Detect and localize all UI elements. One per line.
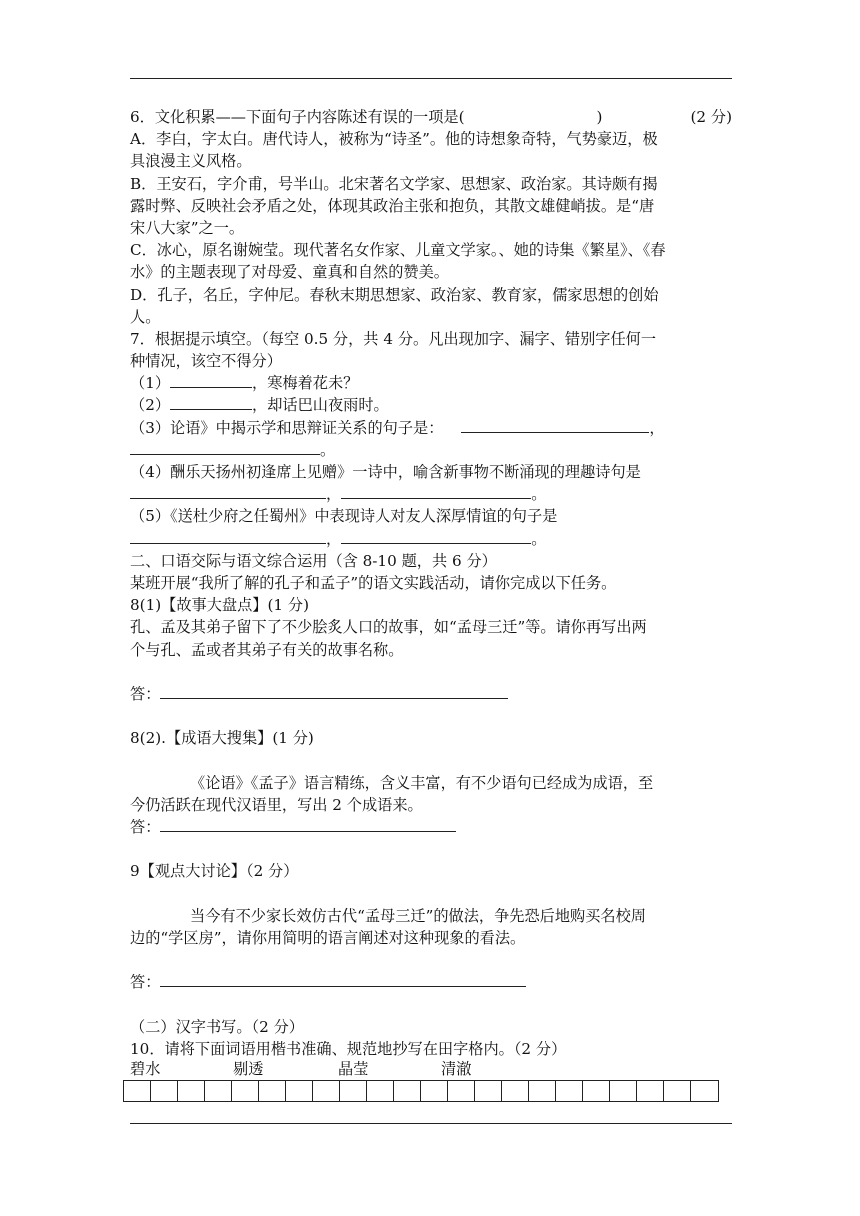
q7-1-text: ，寒梅着花未？ bbox=[252, 374, 359, 393]
grid-cell[interactable] bbox=[124, 1081, 151, 1101]
grid-cell[interactable] bbox=[529, 1081, 556, 1101]
q7-item-3 bbox=[130, 417, 732, 439]
q8-1-title: 8(1)【故事大盘点】(1 分) bbox=[130, 596, 310, 615]
grid-cell[interactable] bbox=[448, 1081, 475, 1101]
grid-cell[interactable] bbox=[502, 1081, 529, 1101]
grid-cell[interactable] bbox=[637, 1081, 664, 1101]
q7-3-blank-1[interactable] bbox=[461, 417, 649, 433]
q7-4-blank-2[interactable] bbox=[341, 483, 531, 499]
q7-5-blank-2[interactable] bbox=[341, 528, 531, 544]
q6-paren: ) bbox=[596, 108, 603, 126]
q8-2-title: 8(2).【成语大搜集】(1 分) bbox=[130, 729, 314, 748]
q7-3-blank-2[interactable] bbox=[130, 439, 320, 455]
answer-label: 答： bbox=[130, 818, 161, 836]
q6-option-a: A．李白，字太白。唐代诗人，被称为“诗圣”。他的诗想象奇特，气势豪迈，极 bbox=[130, 130, 658, 149]
q7-3-period: 。 bbox=[320, 440, 336, 459]
grid-cell[interactable] bbox=[556, 1081, 583, 1101]
tianzige-grid[interactable] bbox=[123, 1080, 719, 1102]
q8-2-answer bbox=[130, 816, 732, 838]
grid-cell[interactable] bbox=[583, 1081, 610, 1101]
q7-item-5: （5）《送杜少府之任蜀州》中表现诗人对友人深厚情谊的句子是 bbox=[130, 507, 558, 526]
q9-line-2: 边的“学区房”，请你用简明的语言阐述对这种现象的看法。 bbox=[130, 928, 526, 947]
q10-stem: 10．请将下面词语用楷书准确、规范地抄写在田字格内。（2 分） bbox=[130, 1039, 567, 1058]
grid-cell[interactable] bbox=[232, 1081, 259, 1101]
q7-5-blank-1[interactable] bbox=[130, 528, 326, 544]
q6-option-c-cont: 水》的主题表现了对母爱、童真和自然的赞美。 bbox=[130, 263, 449, 282]
q9-answer bbox=[130, 971, 732, 993]
grid-cell[interactable] bbox=[340, 1081, 367, 1101]
grid-cell[interactable] bbox=[286, 1081, 313, 1101]
q8-2-answer-blank[interactable] bbox=[160, 816, 456, 832]
q6-score: (2 分) bbox=[690, 108, 732, 126]
q7-2-label: （2） bbox=[130, 396, 171, 415]
q6-option-b-cont: 露时弊、反映社会矛盾之处，体现其政治主张和抱负，其散文雄健峭拔。是“唐 bbox=[130, 196, 655, 215]
q7-stem: 7．根据提示填空。（每空 0.5 分，共 4 分。凡出现加字、漏字、错别字任何一 bbox=[130, 329, 657, 348]
q6-option-b-cont2: 宋八大家”之一。 bbox=[130, 218, 245, 237]
q10-word-1: 碧水 bbox=[130, 1060, 161, 1078]
q7-3-comma: ， bbox=[649, 418, 665, 437]
q7-1-blank[interactable] bbox=[170, 372, 252, 388]
q8-2-line-2: 今仍活跃在现代汉语里，写出 2 个成语来。 bbox=[130, 795, 423, 814]
grid-cell[interactable] bbox=[394, 1081, 421, 1101]
answer-label: 答： bbox=[130, 684, 161, 703]
q10-word-4: 清澈 bbox=[441, 1060, 472, 1078]
q9-answer-blank[interactable] bbox=[160, 971, 526, 987]
q7-5-period: 。 bbox=[531, 529, 547, 548]
grid-cell[interactable] bbox=[178, 1081, 205, 1101]
grid-cell[interactable] bbox=[664, 1081, 691, 1101]
q8-2-line-1: 《论语》《孟子》语言精练，含义丰富，有不少语句已经成为成语，至 bbox=[190, 773, 654, 792]
q10-word-2: 剔透 bbox=[233, 1060, 264, 1078]
q6-option-c: C．冰心，原名谢婉莹。现代著名女作家、儿童文学家。、她的诗集《繁星》、《春 bbox=[130, 241, 666, 260]
q7-5-comma: ， bbox=[326, 529, 342, 548]
q9-title: 9【观点大讨论】（2 分） bbox=[130, 862, 299, 881]
q10-word-3: 晶莹 bbox=[338, 1060, 369, 1078]
q7-item-3-cont bbox=[130, 439, 732, 461]
q7-item-1 bbox=[130, 372, 732, 394]
q7-3-text: （3）论语》中揭示学和思辩证关系的句子是： bbox=[130, 418, 444, 437]
section-2-title: 二、口语交际与语文综合运用（含 8-10 题，共 6 分） bbox=[130, 551, 497, 570]
answer-label: 答： bbox=[130, 973, 161, 992]
q8-1-answer-blank[interactable] bbox=[160, 683, 508, 699]
section-2-intro: 某班开展“我所了解的孔子和孟子”的语文实践活动，请你完成以下任务。 bbox=[130, 573, 617, 592]
q7-item-2 bbox=[130, 394, 732, 416]
q7-4-period: 。 bbox=[531, 485, 547, 504]
q6-option-d: D．孔子，名丘，字仲尼。春秋末期思想家、政治家、教育家，儒家思想的创始 bbox=[130, 285, 659, 304]
q7-item-5-blanks bbox=[130, 528, 732, 550]
q6-option-d-cont: 人。 bbox=[130, 307, 161, 326]
exam-content bbox=[130, 106, 732, 1060]
q7-item-4-blanks bbox=[130, 483, 732, 505]
q7-stem-cont: 种情况，该空不得分） bbox=[130, 352, 282, 371]
grid-cell[interactable] bbox=[475, 1081, 502, 1101]
q6-option-a-cont: 具浪漫主义风格。 bbox=[130, 152, 252, 171]
header-rule bbox=[130, 78, 732, 79]
footer-rule bbox=[130, 1123, 732, 1124]
q6-stem bbox=[130, 106, 732, 128]
q7-1-label: （1） bbox=[130, 374, 171, 393]
grid-cell[interactable] bbox=[691, 1081, 718, 1101]
grid-cell[interactable] bbox=[367, 1081, 394, 1101]
q8-1-answer bbox=[130, 683, 732, 705]
q7-4-blank-1[interactable] bbox=[130, 483, 326, 499]
q7-2-blank[interactable] bbox=[170, 394, 252, 410]
grid-cell[interactable] bbox=[313, 1081, 340, 1101]
q6-stem-text: 6．文化积累——下面句子内容陈述有误的一项是( bbox=[130, 108, 465, 126]
q7-4-comma: ， bbox=[326, 485, 342, 504]
q6-option-b: B．王安石，字介甫，号半山。北宋著名文学家、思想家、政治家。其诗颇有揭 bbox=[130, 174, 658, 193]
grid-cell[interactable] bbox=[259, 1081, 286, 1101]
section-b-title: （二）汉字书写。（2 分） bbox=[130, 1017, 304, 1036]
q7-item-4: （4）酬乐天扬州初逢席上见赠》一诗中，喻含新事物不断涌现的理趣诗句是 bbox=[130, 463, 641, 481]
q9-line-1: 当今有不少家长效仿古代“孟母三迁”的做法，争先恐后地购买名校周 bbox=[190, 906, 646, 925]
grid-cell[interactable] bbox=[421, 1081, 448, 1101]
q7-2-text: ，却话巴山夜雨时。 bbox=[252, 396, 389, 415]
grid-cell[interactable] bbox=[151, 1081, 178, 1101]
grid-cell[interactable] bbox=[205, 1081, 232, 1101]
q8-1-line-2: 个与孔、孟或者其弟子有关的故事名称。 bbox=[130, 640, 404, 659]
grid-cell[interactable] bbox=[610, 1081, 637, 1101]
q8-1-line-1: 孔、孟及其弟子留下了不少脍炙人口的故事，如“孟母三迁”等。请你再写出两 bbox=[130, 618, 647, 637]
